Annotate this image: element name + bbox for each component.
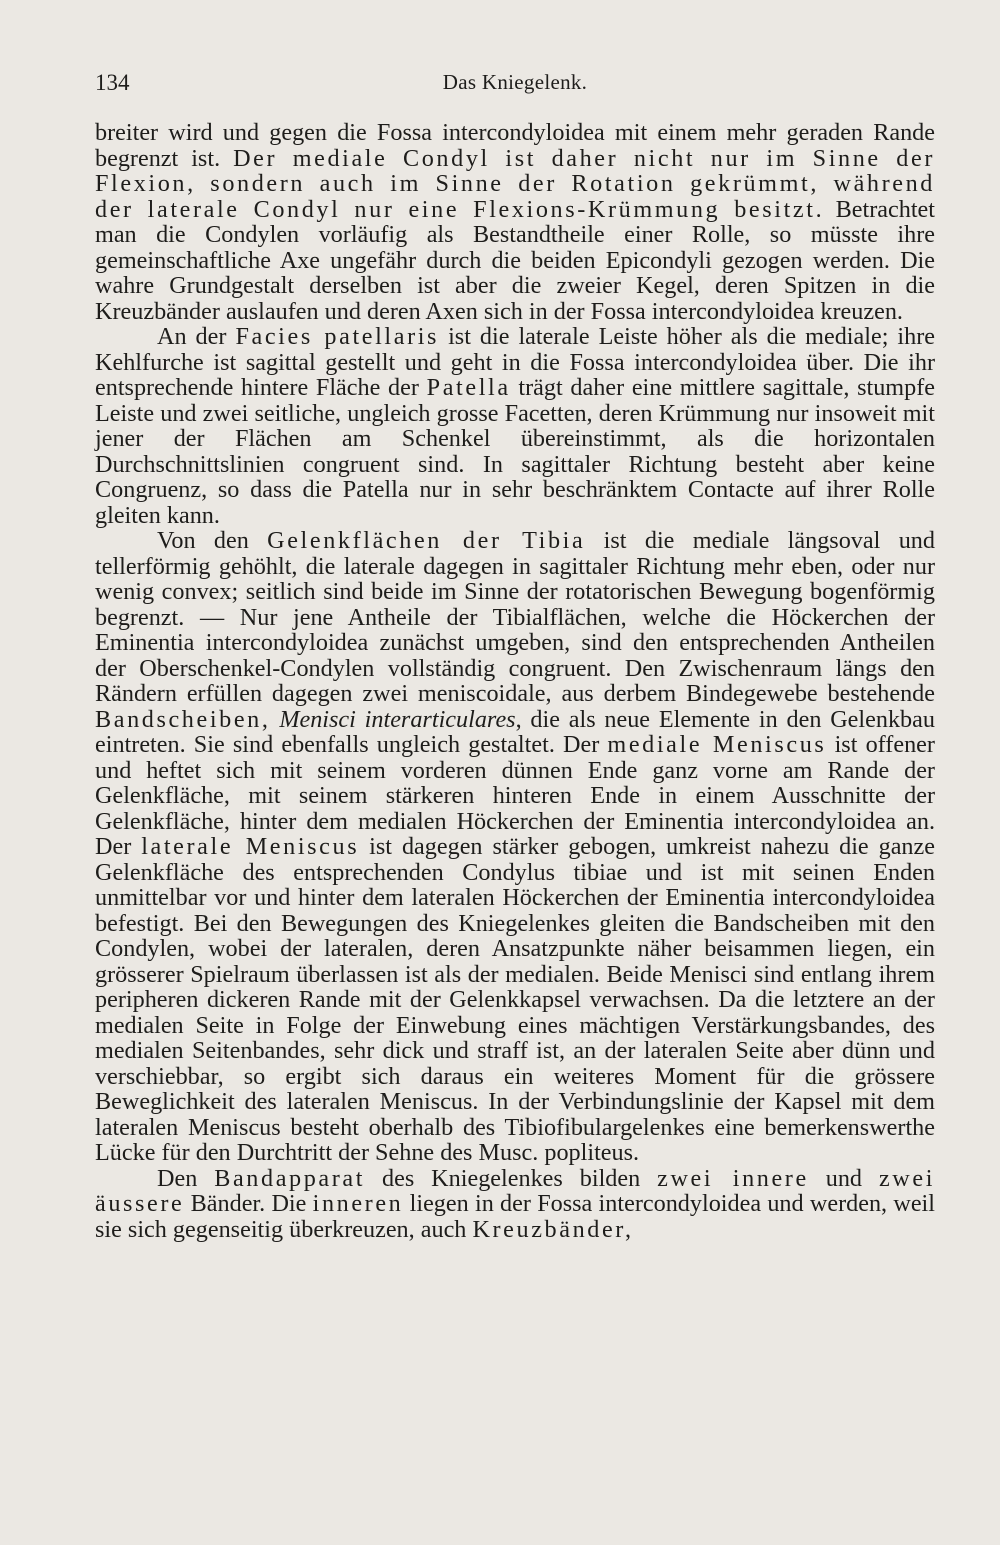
paragraph — [95, 120, 935, 324]
text-run: liegen in der Fossa intercondyloidea und werden, weil sie sich gegenseitig überkreuzen, auch — [95, 1190, 935, 1243]
page-number: 134 — [95, 70, 130, 95]
text-run: Betrachtet man die Condylen vorläufig als Bestandtheile einer Rolle, so müsste ihre gemeinschaftliche Axe ungefähr durch die beiden Epicondyli gezogen werden. Die wahre Grundgestalt derselben ist aber die zweier Kegel, deren Spitzen in die Kreuzbänder auslaufen und deren Axen sich in der Fossa intercondyloidea kreuzen. — [95, 195, 935, 325]
text-run — [271, 706, 280, 733]
page-header — [95, 66, 935, 102]
text-run: und — [808, 1164, 879, 1192]
running-title: Das Kniegelenk. — [442, 70, 588, 94]
text-run: Von den — [157, 527, 268, 554]
spaced-text-run: Gelenkflächen der Tibia — [267, 527, 586, 554]
spaced-text-run: Bandscheiben, — [95, 705, 271, 733]
text-run: , die als neue Elemente in den Gelenkbau eintreten. Sie sind ebenfalls ungleich gestaltet. Der — [95, 705, 935, 758]
italic-text-run: Menisci interarticulares — [279, 705, 516, 733]
text-run: ist die mediale längsoval und tellerförmig gehöhlt, die laterale dagegen in sagittaler Richtung mehr eben, oder nur wenig convex; seitlich sind beide im Sinne der rotatorischen Bewegung bogenförmig begrenzt. — Nur jene Antheile der Tibialflächen, welche die Höckerchen der Eminentia intercondyloidea zunächst umgeben, sind den entsprechenden Antheilen der Oberschenkel-Condylen vollständig congruent. Den Zwischenraum längs den Rändern erfüllen dagegen zwei meniscoidale, aus derbem Bindegewebe bestehende — [95, 527, 935, 707]
text-run: ist offener und heftet sich mit seinem vorderen dünnen Ende ganz vorne am Rande der Gelenkfläche, mit seinem stärkeren hinteren Ende in einem Ausschnitte der Gelenkfläche, hinter dem medialen Höckerchen der Eminentia intercondyloidea an. Der — [95, 731, 935, 860]
spaced-text-run: Facies patellaris — [235, 323, 440, 350]
spaced-text-run: Patella — [426, 374, 511, 401]
spaced-text-run: Der mediale Condyl ist daher nicht nur im Sinne der Flexion, sondern auch im Sinne der Rotation gekrümmt, während der laterale Condyl nur eine Flexions-Krümmung besitzt. — [95, 144, 935, 223]
text-run: An der — [157, 323, 236, 350]
text-run: ist die laterale Leiste höher als die mediale; ihre Kehlfurche ist sagittal gestellt und geht in die Fossa intercondyloidea über. Die ihr entsprechende hintere Fläche der — [95, 323, 936, 401]
spaced-text-run: Kreuzbänder, — [472, 1215, 634, 1243]
spaced-text-run: zwei äussere — [95, 1164, 936, 1217]
paragraph — [95, 528, 935, 1166]
text-run: ist dagegen stärker gebogen, umkreist nahezu die ganze Gelenkfläche des entsprechenden Condylus tibiae und ist mit seinen Enden unmittelbar vor und hinter dem lateralen Höckerchen der Eminentia intercondyloidea befestigt. Bei den Bewegungen des Kniegelenkes gleiten die Bandscheiben mit den Condylen, wobei der lateralen, deren Ansatzpunkte näher beisammen liegen, ein grösserer Spielraum überlassen ist als der medialen. Beide Menisci sind entlang ihrem peripheren dickeren Rande mit der Gelenkkapsel verwachsen. Da die letztere an der medialen Seite in Folge der Einwebung eines mächtigen Verstärkungsbandes, des medialen Seitenbandes, sehr dick und straff ist, an der lateralen Seite aber dünn und verschiebbar, so ergibt sich daraus ein weiteres Moment für die grössere Beweglichkeit des lateralen Meniscus. In der Verbindungslinie der Kapsel mit dem lateralen Meniscus besteht oberhalb des Tibiofibulargelenkes eine bemerkenswerthe Lücke für den Durchtritt der Sehne des Musc. popliteus. — [95, 833, 935, 1166]
spaced-text-run: laterale Meniscus — [141, 833, 360, 860]
spaced-text-run: Bandapparat — [214, 1164, 366, 1192]
spaced-text-run: inneren — [312, 1190, 404, 1217]
paragraph — [95, 324, 935, 528]
spaced-text-run: mediale Meniscus — [607, 731, 827, 758]
text-run: Den — [157, 1164, 215, 1192]
text-run: trägt daher eine mittlere sagittale, stumpfe Leiste und zwei seitliche, ungleich grosse Facetten, deren Krümmung nur insoweit mit jener der Flächen am Schenkel übereinstimmt, als die horizontalen Durchschnittslinien congruent sind. In sagittaler Richtung besteht aber keine Congruenz, so dass die Patella nur in sehr beschränktem Contacte auf ihrer Rolle gleiten kann. — [95, 374, 935, 529]
text-run: breiter wird und gegen die Fossa intercondyloidea mit einem mehr geraden Rande begrenzt ist. — [95, 119, 935, 172]
spaced-text-run: zwei innere — [657, 1164, 809, 1192]
body-text — [95, 120, 935, 1242]
paragraph — [95, 1166, 935, 1243]
text-run: Bänder. Die — [184, 1190, 313, 1217]
text-run: des Kniegelenkes bilden — [365, 1164, 658, 1192]
